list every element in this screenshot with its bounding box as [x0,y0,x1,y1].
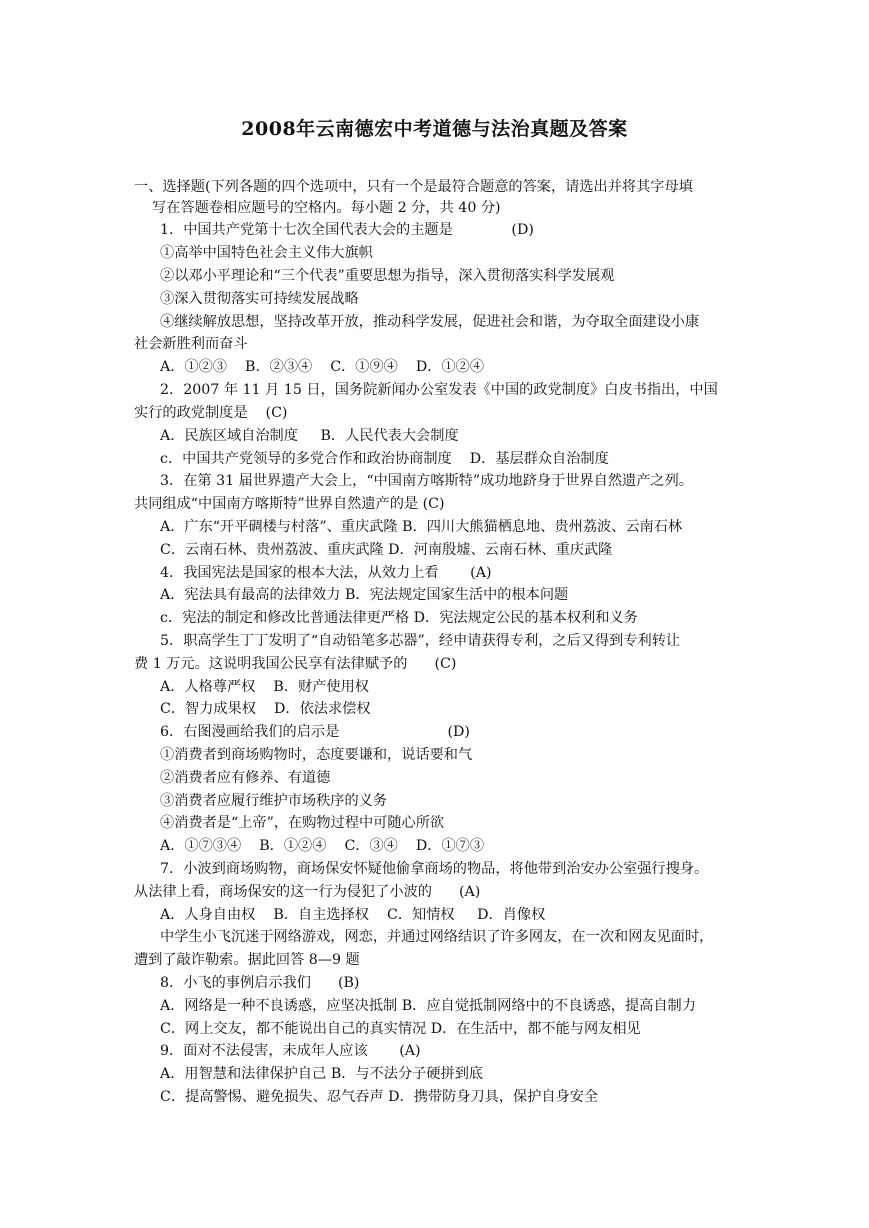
q1-item-4: ④继续解放思想，坚持改革开放，推动科学发展，促进社会和谐，为夺取全面建设小康 [160,314,700,330]
q6-item-2: ②消费者应有修养、有道德 [160,770,331,786]
section-heading: 一、选择题(下列各题的四个选项中，只有一个是最符合题意的答案，请选出并将其字母填 [134,179,693,195]
scenario-8-9: 中学生小飞沉迷于网络游戏，网恋，并通过网络结识了许多网友，在一次和网友见面时， [160,929,714,945]
q4-options-cd: c．宪法的制定和修改比普通法律更严格 D．宪法规定公民的基本权利和义务 [160,610,638,626]
question-4: 4．我国宪法是国家的根本大法，从效力上看 (A) [160,565,492,581]
question-5: 5．职高学生丁丁发明了“自动铅笔多芯器”，经申请获得专利，之后又得到专利转让 [160,633,681,649]
q1-item-1: ①高举中国特色社会主义伟大旗帜 [160,245,373,261]
q6-options: A．①⑦③④ B．①②④ C．③④ D．①⑦③ [160,838,485,854]
page-title: 2008年云南德宏中考道德与法治真题及答案 [241,118,628,140]
q1-item-3: ③深入贯彻落实可持续发展战略 [160,291,359,307]
q9-options-ab: A．用智慧和法律保护自己 B．与不法分子硬拼到底 [160,1066,484,1082]
question-9: 9．面对不法侵害，未成年人应该 (A) [160,1043,421,1059]
question-2: 2．2007 年 11 月 15 日，国务院新闻办公室发表《中国的政党制度》白皮书指出，中国 [160,382,718,398]
question-2-cont: 实行的政党制度是 (C) [134,405,288,421]
q2-options-ab: A．民族区域自治制度 B．人民代表大会制度 [160,428,459,444]
question-6: 6．右图漫画给我们的启示是 (D) [160,724,470,740]
question-3-cont: 共同组成“中国南方喀斯特”世界自然遗产的是 (C) [134,496,445,512]
section-heading-cont: 写在答题卷相应题号的空格内。每小题 2 分，共 40 分) [152,200,501,216]
q8-options-cd: C．网上交友，都不能说出自己的真实情况 D．在生活中，都不能与网友相见 [160,1021,641,1037]
q5-options-cd: C．智力成果权 D．依法求偿权 [160,701,371,717]
question-8: 8．小飞的事例启示我们 (B) [160,975,360,991]
question-3: 3．在第 31 届世界遗产大会上，“中国南方喀斯特”成功地跻身于世界自然遗产之列。 [160,473,693,489]
q3-options-cd: C．云南石林、贵州荔波、重庆武隆 D．河南殷墟、云南石林、重庆武隆 [160,542,613,558]
question-1: 1．中国共产党第十七次全国代表大会的主题是 (D) [160,222,534,238]
question-7-cont: 从法律上看，商场保安的这一行为侵犯了小波的 (A) [134,884,481,900]
question-7: 7．小波到商场购物，商场保安怀疑他偷拿商场的物品，将他带到治安办公室强行搜身。 [160,861,709,877]
q2-options-cd: c．中国共产党领导的多党合作和政治协商制度 D．基层群众自治制度 [160,451,609,467]
q6-item-4: ④消费者是“上帝”，在购物过程中可随心所欲 [160,815,445,831]
q9-options-cd: C．提高警惕、避免损失、忍气吞声 D．携带防身刀具，保护自身安全 [160,1089,599,1105]
q6-item-3: ③消费者应履行维护市场秩序的义务 [160,793,388,809]
scenario-8-9-cont: 遭到了敲诈勒索。据此回答 8—9 题 [134,952,360,968]
q1-options: A．①②③ B．②③④ C．①⑨④ D．①②④ [160,359,485,375]
q4-options-ab: A．宪法具有最高的法律效力 B．宪法规定国家生活中的根本问题 [160,587,569,603]
q1-item-2: ②以邓小平理论和“三个代表”重要思想为指导，深入贯彻落实科学发展观 [160,268,615,284]
question-5-cont: 费 1 万元。这说明我国公民享有法律赋予的 (C) [134,656,457,672]
q7-options: A．人身自由权 B．自主选择权 C．知情权 D．肖像权 [160,907,546,923]
q1-item-4-cont: 社会新胜利而奋斗 [134,336,248,352]
q5-options-ab: A．人格尊严权 B．财产使用权 [160,679,369,695]
q6-item-1: ①消费者到商场购物时，态度要谦和，说话要和气 [160,747,473,763]
q8-options-ab: A．网络是一种不良诱惑，应坚决抵制 B．应自觉抵制网络中的不良诱惑，提高自制力 [160,998,696,1014]
q3-options-ab: A．广东“开平碉楼与村落”、重庆武隆 B．四川大熊猫栖息地、贵州荔波、云南石林 [160,519,683,535]
